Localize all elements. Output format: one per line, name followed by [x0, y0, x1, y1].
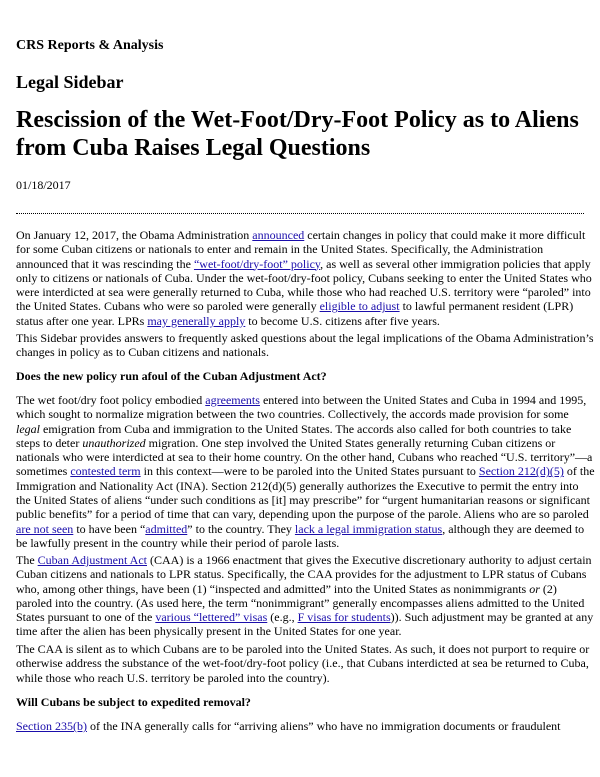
text-line: be lawfully present in the country while their period of parole lasts.	[16, 535, 340, 550]
text-line: The CAA is silent as to which Cubans are to be paroled into the United States. As such, it does not purport to require or	[16, 642, 590, 656]
question-heading-cuban-adjustment-act: Does the new policy run afoul of the Cuban Adjustment Act?	[16, 369, 327, 383]
paragraph-intro	[16, 228, 592, 328]
question-heading-expedited-removal: Will Cubans be subject to expedited removal?	[16, 695, 251, 709]
text-line: Immigration and Nationality Act (INA). Section 212(d)(5) generally authorizes the Executive to permit the entry into	[16, 478, 579, 493]
text: sometimes	[16, 464, 71, 479]
paragraph-cuban-adjustment-act	[16, 553, 594, 639]
text: entered into between the United States and Cuba in 1994 and 1995,	[259, 393, 587, 407]
section-heading: Legal Sidebar	[16, 72, 124, 92]
text-line: were interdicted at sea were generally returned to Cuba, while those who had reached U.S. territory were “paroled” into	[16, 285, 591, 300]
emphasis: legal	[16, 421, 40, 436]
eligible-to-adjust-link[interactable]: eligible to adjust	[319, 299, 400, 314]
text: )). Such adjustment may be granted at any	[390, 610, 594, 625]
text: , as well as several other immigration policies that apply	[320, 256, 591, 271]
text: of the INA generally calls for “arriving aliens” who have no immigration documents or fraudulent	[87, 719, 561, 733]
text: to become U.S. citizens after five years.	[245, 313, 440, 328]
may-generally-apply-link[interactable]: may generally apply	[147, 313, 246, 328]
text: ” to the country. They	[187, 521, 295, 536]
text: On January 12, 2017, the Obama Administration	[16, 228, 253, 242]
text: (2)	[539, 581, 557, 596]
text: The wet foot/dry foot policy embodied	[16, 393, 206, 407]
text: of the	[563, 464, 595, 479]
f-visas-link[interactable]: F visas for students	[297, 610, 391, 625]
section-212-d-5-link[interactable]: Section 212(d)(5)	[478, 464, 564, 479]
contested-term-link[interactable]: contested term	[70, 464, 141, 479]
text-line: Cuban citizens and nationals to LPR status. Specifically, the CAA provides for the adjustment to LPR status of Cubans	[16, 567, 587, 582]
are-not-seen-link[interactable]: are not seen	[16, 521, 74, 536]
text-line: otherwise address the substance of the wet-foot/dry-foot policy (i.e., that Cubans interdicted at sea be returned to Cuba,	[16, 656, 589, 671]
lettered-visas-link[interactable]: various “lettered” visas	[155, 610, 268, 625]
text-line: nationals who were interdicted at sea to their home country. On the other hand, Cubans who reached “U.S. territory”—a	[16, 450, 593, 465]
paragraph-section-235	[16, 719, 586, 733]
text-line: while those who reach U.S. territory be paroled into the country).	[16, 670, 330, 685]
text: announced that it was rescinding the	[16, 256, 194, 271]
text-line: changes in policy as to Cuban citizens and nationals.	[16, 345, 269, 360]
text: steps to deter	[16, 435, 83, 450]
text-line: paroled into the country. (As used here, the term “nonimmigrant” generally encompasses aliens admitted to the United	[16, 595, 585, 610]
text-line: the United States of aliens “under such conditions as [it] may prescribe” for “urgent humanitarian reasons or significant	[16, 493, 590, 508]
text: in this context—were to be paroled into the United States pursuant to	[140, 464, 479, 479]
source-label: CRS Reports & Analysis	[16, 38, 164, 53]
title-line: Rescission of the Wet-Foot/Dry-Foot Policy as to Aliens	[16, 107, 579, 133]
text-line: This Sidebar provides answers to frequently asked questions about the legal implications of the Obama Administration’s	[16, 331, 594, 345]
text: States pursuant to one of the	[16, 610, 156, 625]
paragraph-caa-silent	[16, 642, 590, 685]
admitted-link[interactable]: admitted	[145, 521, 188, 536]
text: emigration from Cuba and immigration to the United States. The accords also called for both countries to take	[40, 421, 572, 436]
text-line: public benefits” for a period of time that can vary, depending upon the purpose of the parole. Aliens who are so paroled	[16, 507, 589, 522]
paragraph-wet-foot-policy	[16, 393, 595, 550]
text-line: time after the alien has been physically present in the United States for one year.	[16, 624, 402, 639]
paragraph-sidebar-purpose	[16, 331, 594, 360]
wet-foot-dry-foot-policy-link[interactable]: “wet-foot/dry-foot” policy	[193, 256, 321, 271]
text-line: only to citizens or nationals of Cuba. Under the wet-foot/dry-foot policy, Cubans seeking to enter the United States who	[16, 270, 592, 285]
text: to have been “	[73, 521, 146, 536]
text: , although they are deemed to	[442, 521, 585, 536]
text: certain changes in policy that could make it more difficult	[304, 228, 586, 242]
announced-link[interactable]: announced	[252, 228, 305, 242]
publication-date: 01/18/2017	[16, 178, 71, 192]
title-line: from Cuba Raises Legal Questions	[16, 135, 371, 161]
lack-legal-status-link[interactable]: lack a legal immigration status	[294, 521, 443, 536]
text: migration. One step involved the United States generally returning Cuban citizens or	[145, 435, 556, 450]
text: The	[16, 553, 38, 567]
text: status after one year. LPRs	[16, 313, 148, 328]
text-line: which sought to normalize migration between the two countries. Collectively, the accords made provision for some	[16, 407, 569, 422]
page-title	[16, 106, 579, 162]
text: (CAA) is a 1966 enactment that gives the Executive discretionary authority to adjust certain	[147, 553, 592, 567]
divider	[16, 213, 584, 214]
text: who, among other things, have been (1) “inspected and admitted” into the United States as nonimmigrants	[16, 581, 530, 596]
cuban-adjustment-act-link[interactable]: Cuban Adjustment Act	[37, 553, 147, 567]
text: (e.g.,	[267, 610, 298, 625]
text: to lawful permanent resident (LPR)	[399, 299, 574, 314]
agreements-link[interactable]: agreements	[205, 393, 260, 407]
text: the United States. Cubans who were so paroled were generally	[16, 299, 320, 314]
emphasis: or	[529, 581, 540, 596]
emphasis: unauthorized	[82, 435, 146, 450]
text-line: for some Cuban citizens or nationals to enter and remain in the United States. Specifically, the Administration	[16, 242, 544, 257]
section-235-b-link[interactable]: Section 235(b)	[16, 719, 87, 733]
